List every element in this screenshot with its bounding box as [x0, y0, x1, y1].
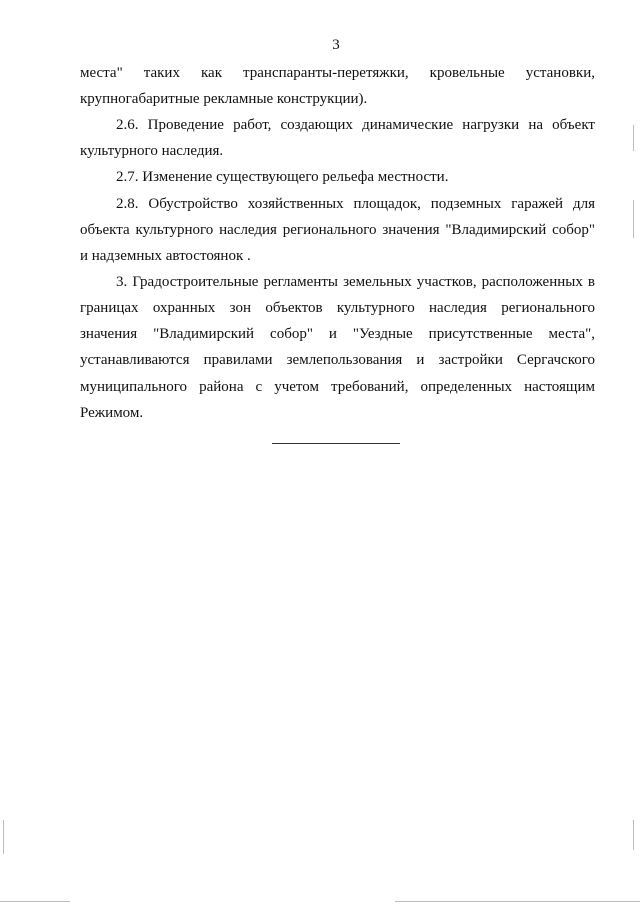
scan-mark	[633, 200, 634, 238]
body-line: и надземных автостоянок .	[80, 248, 251, 264]
scan-mark	[633, 820, 634, 850]
body-line: 2.7. Изменение существующего рельефа местности.	[116, 169, 449, 185]
body-line: Режимом.	[80, 405, 144, 421]
body-line: места" таких как транспаранты-перетяжки, кровельные установки,	[80, 65, 595, 81]
body-line: границах охранных зон объектов культурного наследия регионального	[80, 300, 595, 316]
body-line: устанавливаются правилами землепользования и застройки Сергачского	[80, 352, 595, 368]
body-line: объекта культурного наследия регионального значения "Владимирский собор"	[80, 222, 595, 238]
scan-mark	[0, 901, 70, 902]
body-line: крупногабаритные рекламные конструкции).	[80, 91, 368, 107]
end-of-text-rule	[272, 443, 400, 444]
body-line: муниципального района с учетом требований, определенных настоящим	[80, 379, 595, 395]
scan-mark	[3, 820, 4, 854]
body-line: 2.8. Обустройство хозяйственных площадок, подземных гаражей для	[116, 196, 595, 212]
body-line: 3. Градостроительные регламенты земельных участков, расположенных в	[116, 274, 595, 290]
body-line: культурного наследия.	[80, 143, 224, 159]
scan-mark	[395, 901, 640, 902]
page-number: 3	[332, 37, 340, 53]
scan-mark	[633, 125, 634, 151]
body-line: значения "Владимирский собор" и "Уездные присутственные места",	[80, 326, 595, 342]
body-line: 2.6. Проведение работ, создающих динамические нагрузки на объект	[116, 117, 595, 133]
